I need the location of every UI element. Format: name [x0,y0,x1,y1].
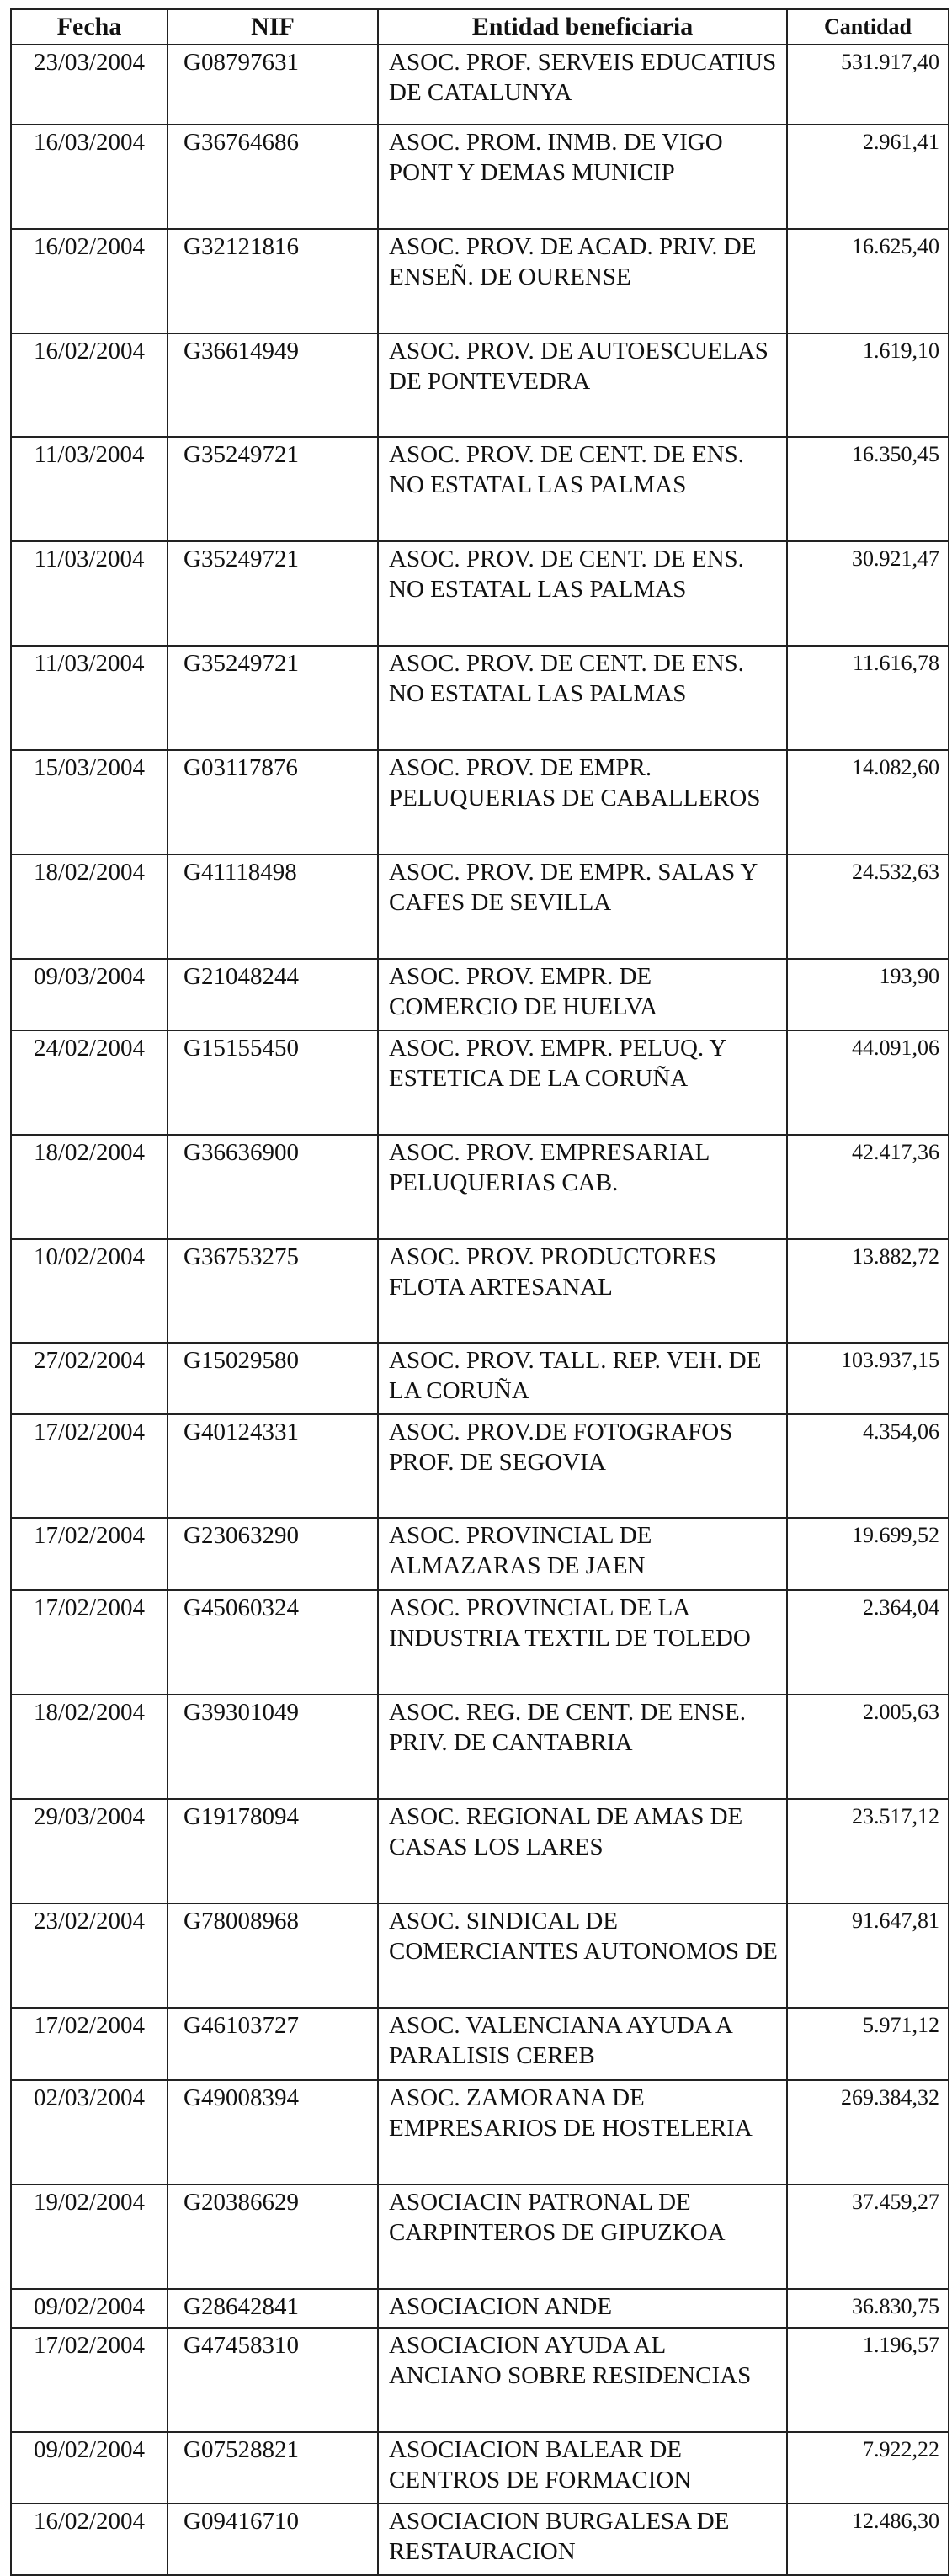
cell-nif: G45060324 [168,1590,378,1695]
cell-nif: G35249721 [168,437,378,541]
cell-entidad: ASOCIACION BALEAR DE CENTROS DE FORMACION [378,2432,787,2504]
cell-nif: G39301049 [168,1695,378,1799]
table-row [11,1343,949,1414]
cell-fecha: 15/03/2004 [11,750,168,854]
table-row [11,1135,949,1239]
cell-nif: G78008968 [168,1903,378,2008]
cell-cantidad: 44.091,06 [787,1030,949,1135]
cell-fecha: 23/02/2004 [11,1903,168,2008]
table-body [11,45,949,2575]
cell-nif: G23063290 [168,1518,378,1590]
cell-nif: G47458310 [168,2328,378,2432]
cell-nif: G03117876 [168,750,378,854]
cell-entidad: ASOCIACION AYUDA AL ANCIANO SOBRE RESIDENCIAS [378,2328,787,2432]
cell-fecha: 02/03/2004 [11,2080,168,2185]
cell-cantidad: 12.486,30 [787,2504,949,2575]
cell-cantidad: 36.830,75 [787,2289,949,2328]
header-row [11,9,949,45]
cell-fecha: 19/02/2004 [11,2185,168,2289]
cell-fecha: 16/02/2004 [11,333,168,437]
cell-fecha: 27/02/2004 [11,1343,168,1414]
cell-cantidad: 19.699,52 [787,1518,949,1590]
cell-nif: G28642841 [168,2289,378,2328]
cell-fecha: 10/02/2004 [11,1239,168,1343]
cell-nif: G35249721 [168,541,378,646]
cell-entidad: ASOCIACION BURGALESA DE RESTAURACION [378,2504,787,2575]
cell-entidad: ASOC. REG. DE CENT. DE ENSE. PRIV. DE CANTABRIA [378,1695,787,1799]
cell-fecha: 16/03/2004 [11,125,168,229]
cell-entidad: ASOC. PROV. EMPR. PELUQ. Y ESTETICA DE LA CORUÑA [378,1030,787,1135]
cell-nif: G36636900 [168,1135,378,1239]
cell-fecha: 16/02/2004 [11,229,168,333]
cell-fecha: 17/02/2004 [11,1590,168,1695]
cell-nif: G15029580 [168,1343,378,1414]
cell-nif: G36753275 [168,1239,378,1343]
table-row [11,854,949,959]
cell-fecha: 11/03/2004 [11,646,168,750]
cell-nif: G36764686 [168,125,378,229]
document-page [10,8,948,2576]
cell-fecha: 23/03/2004 [11,45,168,125]
cell-fecha: 18/02/2004 [11,854,168,959]
cell-cantidad: 11.616,78 [787,646,949,750]
table-row [11,2289,949,2328]
table-row [11,125,949,229]
cell-entidad: ASOC. ZAMORANA DE EMPRESARIOS DE HOSTELERIA [378,2080,787,2185]
cell-entidad: ASOC. VALENCIANA AYUDA A PARALISIS CEREB [378,2008,787,2080]
grants-table [10,8,949,2576]
table-row [11,541,949,646]
table-row [11,1518,949,1590]
cell-nif: G07528821 [168,2432,378,2504]
table-row [11,1030,949,1135]
cell-cantidad: 2.005,63 [787,1695,949,1799]
cell-entidad: ASOCIACIN PATRONAL DE CARPINTEROS DE GIPUZKOA [378,2185,787,2289]
cell-nif: G15155450 [168,1030,378,1135]
cell-cantidad: 7.922,22 [787,2432,949,2504]
cell-nif: G20386629 [168,2185,378,2289]
table-row [11,229,949,333]
cell-cantidad: 16.350,45 [787,437,949,541]
cell-cantidad: 23.517,12 [787,1799,949,1903]
cell-fecha: 09/02/2004 [11,2289,168,2328]
table-row [11,2080,949,2185]
cell-entidad: ASOC. PROV. DE AUTOESCUELAS DE PONTEVEDRA [378,333,787,437]
header-nif: NIF [168,9,378,45]
table-row [11,1695,949,1799]
header-fecha: Fecha [11,9,168,45]
table-row [11,2008,949,2080]
table-row [11,45,949,125]
cell-entidad: ASOC. PROVINCIAL DE LA INDUSTRIA TEXTIL DE TOLEDO [378,1590,787,1695]
cell-cantidad: 193,90 [787,959,949,1030]
cell-cantidad: 5.971,12 [787,2008,949,2080]
cell-fecha: 11/03/2004 [11,541,168,646]
cell-nif: G41118498 [168,854,378,959]
cell-fecha: 17/02/2004 [11,2008,168,2080]
cell-nif: G09416710 [168,2504,378,2575]
cell-nif: G08797631 [168,45,378,125]
cell-entidad: ASOC. PROV. TALL. REP. VEH. DE LA CORUÑA [378,1343,787,1414]
cell-cantidad: 14.082,60 [787,750,949,854]
table-row [11,2504,949,2575]
cell-cantidad: 37.459,27 [787,2185,949,2289]
cell-nif: G19178094 [168,1799,378,1903]
cell-entidad: ASOC. PROV. DE CENT. DE ENS. NO ESTATAL LAS PALMAS [378,437,787,541]
table-row [11,1903,949,2008]
cell-cantidad: 269.384,32 [787,2080,949,2185]
cell-entidad: ASOC. SINDICAL DE COMERCIANTES AUTONOMOS DE [378,1903,787,2008]
table-row [11,959,949,1030]
cell-fecha: 17/02/2004 [11,2328,168,2432]
cell-cantidad: 531.917,40 [787,45,949,125]
cell-nif: G32121816 [168,229,378,333]
cell-entidad: ASOC. PROV. DE CENT. DE ENS. NO ESTATAL LAS PALMAS [378,646,787,750]
table-row [11,1414,949,1518]
cell-entidad: ASOC. PROF. SERVEIS EDUCATIUS DE CATALUNYA [378,45,787,125]
cell-cantidad: 2.961,41 [787,125,949,229]
table-row [11,1590,949,1695]
cell-cantidad: 4.354,06 [787,1414,949,1518]
cell-nif: G36614949 [168,333,378,437]
cell-fecha: 16/02/2004 [11,2504,168,2575]
table-row [11,750,949,854]
header-entidad: Entidad beneficiaria [378,9,787,45]
cell-fecha: 29/03/2004 [11,1799,168,1903]
table-row [11,2328,949,2432]
cell-entidad: ASOC. PROM. INMB. DE VIGO PONT Y DEMAS MUNICIP [378,125,787,229]
cell-entidad: ASOC. PROV. DE EMPR. PELUQUERIAS DE CABALLEROS [378,750,787,854]
cell-cantidad: 42.417,36 [787,1135,949,1239]
table-row [11,1239,949,1343]
table-header [11,9,949,45]
cell-cantidad: 1.196,57 [787,2328,949,2432]
cell-entidad: ASOC. PROV. EMPR. DE COMERCIO DE HUELVA [378,959,787,1030]
cell-fecha: 09/03/2004 [11,959,168,1030]
cell-cantidad: 16.625,40 [787,229,949,333]
cell-fecha: 17/02/2004 [11,1518,168,1590]
cell-nif: G21048244 [168,959,378,1030]
cell-cantidad: 24.532,63 [787,854,949,959]
table-row [11,1799,949,1903]
table-row [11,2185,949,2289]
cell-entidad: ASOC. REGIONAL DE AMAS DE CASAS LOS LARES [378,1799,787,1903]
cell-entidad: ASOC. PROV. DE EMPR. SALAS Y CAFES DE SEVILLA [378,854,787,959]
header-cantidad: Cantidad [787,9,949,45]
cell-entidad: ASOC. PROV. EMPRESARIAL PELUQUERIAS CAB. [378,1135,787,1239]
cell-fecha: 24/02/2004 [11,1030,168,1135]
cell-fecha: 18/02/2004 [11,1135,168,1239]
table-row [11,333,949,437]
cell-nif: G49008394 [168,2080,378,2185]
cell-entidad: ASOC. PROV. DE ACAD. PRIV. DE ENSEÑ. DE OURENSE [378,229,787,333]
cell-nif: G46103727 [168,2008,378,2080]
cell-fecha: 18/02/2004 [11,1695,168,1799]
table-row [11,437,949,541]
cell-entidad: ASOC. PROV. DE CENT. DE ENS. NO ESTATAL LAS PALMAS [378,541,787,646]
cell-entidad: ASOC. PROVINCIAL DE ALMAZARAS DE JAEN [378,1518,787,1590]
cell-cantidad: 13.882,72 [787,1239,949,1343]
cell-fecha: 17/02/2004 [11,1414,168,1518]
cell-cantidad: 103.937,15 [787,1343,949,1414]
cell-cantidad: 1.619,10 [787,333,949,437]
cell-cantidad: 30.921,47 [787,541,949,646]
cell-entidad: ASOC. PROV. PRODUCTORES FLOTA ARTESANAL [378,1239,787,1343]
table-row [11,646,949,750]
cell-fecha: 11/03/2004 [11,437,168,541]
cell-cantidad: 2.364,04 [787,1590,949,1695]
cell-entidad: ASOC. PROV.DE FOTOGRAFOS PROF. DE SEGOVIA [378,1414,787,1518]
cell-entidad: ASOCIACION ANDE [378,2289,787,2328]
cell-cantidad: 91.647,81 [787,1903,949,2008]
cell-nif: G40124331 [168,1414,378,1518]
table-row [11,2432,949,2504]
cell-fecha: 09/02/2004 [11,2432,168,2504]
cell-nif: G35249721 [168,646,378,750]
